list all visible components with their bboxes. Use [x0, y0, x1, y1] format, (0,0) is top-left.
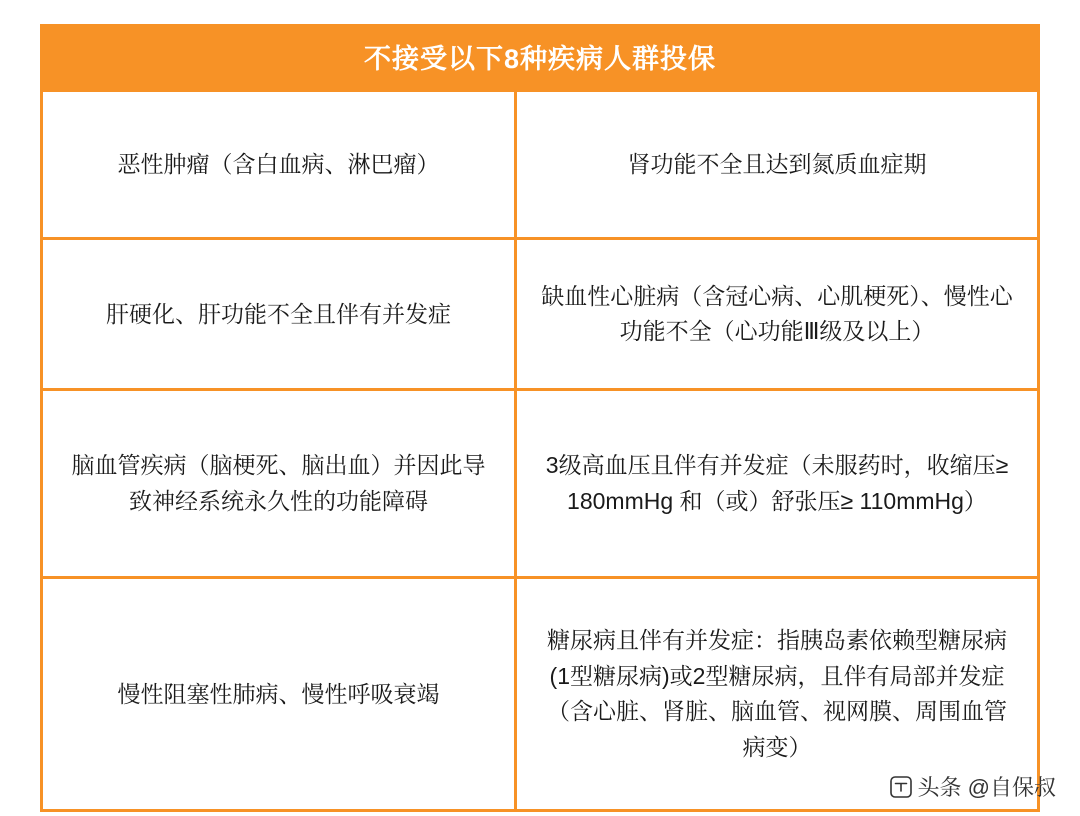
table-title: 不接受以下8种疾病人群投保	[43, 27, 1037, 92]
table-cell-left: 脑血管疾病（脑梗死、脑出血）并因此导致神经系统永久性的功能障碍	[43, 391, 517, 576]
credit-text: 头条 @自保叔	[917, 775, 1056, 800]
table-cell-left: 慢性阻塞性肺病、慢性呼吸衰竭	[43, 579, 517, 809]
table-cell-left: 恶性肿瘤（含白血病、淋巴瘤）	[43, 92, 517, 237]
table-cell-right: 3级高血压且伴有并发症（未服药时，收缩压≥ 180mmHg 和（或）舒张压≥ 110mmHg）	[545, 452, 1009, 514]
table-row	[43, 237, 1037, 388]
table-row	[43, 388, 1037, 576]
credit	[890, 771, 1056, 802]
table-row	[43, 92, 1037, 237]
table-cell-left: 肝硬化、肝功能不全且伴有并发症	[43, 240, 517, 388]
table-cell-right: 缺血性心脏病（含冠心病、心肌梗死）、慢性心功能不全（心功能Ⅲ级及以上）	[541, 282, 1013, 345]
table-cell-right: 糖尿病且伴有并发症：指胰岛素依赖型糖尿病(1型糖尿病)或2型糖尿病，且伴有局部并发症（含心脏、肾脏、脑血管、视网膜、周围血管病变）	[547, 627, 1007, 761]
disease-exclusion-table	[40, 24, 1040, 812]
table-body	[43, 92, 1037, 809]
toutiao-icon	[890, 776, 912, 798]
table-row	[43, 576, 1037, 809]
table-cell-right: 肾功能不全且达到氮质血症期	[627, 151, 927, 178]
